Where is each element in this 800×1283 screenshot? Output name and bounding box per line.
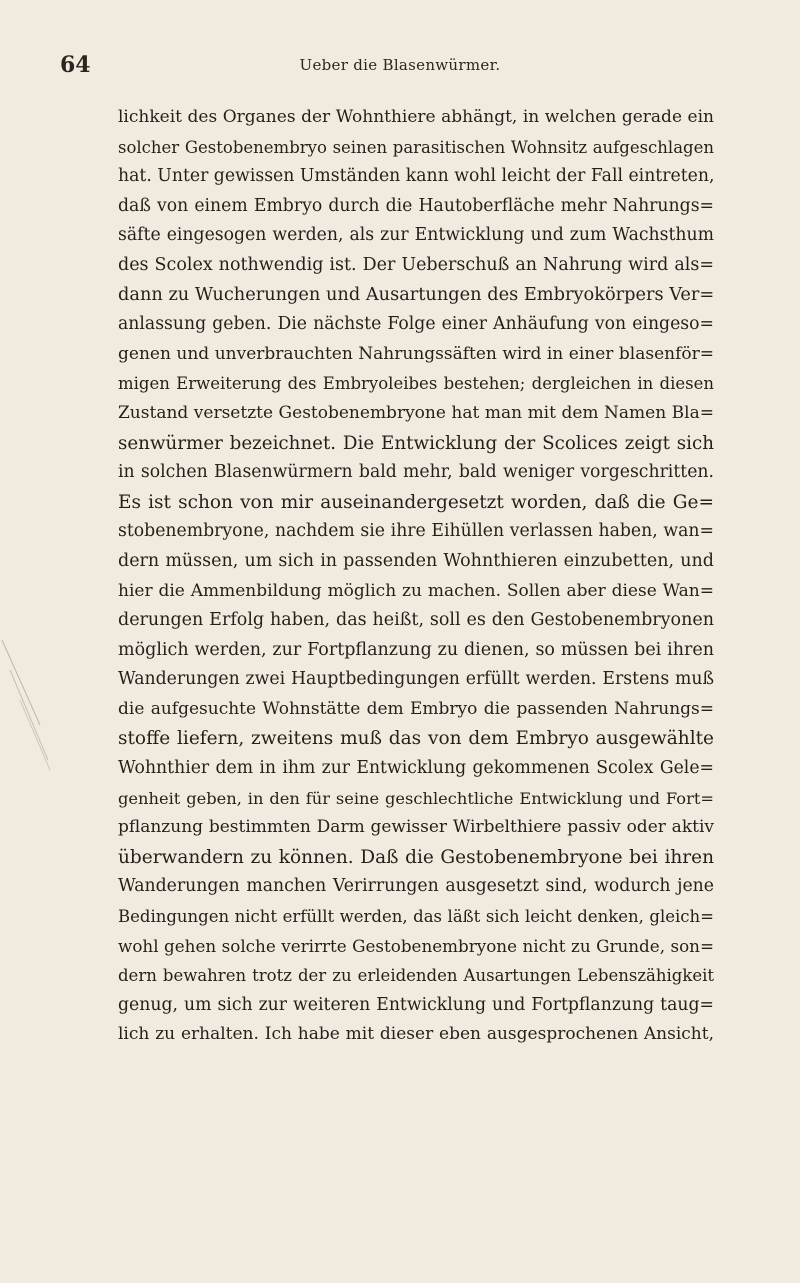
text-line: dern bewahren trotz der zu erleidenden Ausartungen Lebenszähigkeit xyxy=(118,966,714,986)
text-line: lichkeit des Organes der Wohnthiere abhängt, in welchen gerade ein xyxy=(118,107,714,127)
margin-pencil-mark xyxy=(0,640,60,790)
text-line: die aufgesuchte Wohnstätte dem Embryo die passenden Nahrungs= xyxy=(118,698,714,719)
text-line: Zustand versetzte Gestobenembryone hat man mit dem Namen Bla= xyxy=(118,402,714,423)
text-line: pflanzung bestimmten Darm gewisser Wirbelthiere passiv oder aktiv xyxy=(118,817,714,838)
text-line: in solchen Blasenwürmern bald mehr, bald weniger vorgeschritten. xyxy=(118,462,714,483)
text-line: derungen Erfolg haben, das heißt, soll es den Gestobenembryonen xyxy=(118,610,714,631)
text-line: hat. Unter gewissen Umständen kann wohl leicht der Fall eintreten, xyxy=(118,166,715,187)
text-line: senwürmer bezeichnet. Die Entwicklung der Scolices zeigt sich xyxy=(118,432,714,454)
running-head: Ueber die Blasenwürmer. xyxy=(299,56,501,74)
text-line: stobenembryone, nachdem sie ihre Eihüllen verlassen haben, wan= xyxy=(118,521,714,542)
text-line: genheit geben, in den für seine geschlechtliche Entwicklung und Fort= xyxy=(118,788,714,808)
text-line: Wanderungen zwei Hauptbedingungen erfüllt werden. Erstens muß xyxy=(118,669,714,690)
text-line: des Scolex nothwendig ist. Der Ueberschuß an Nahrung wird als= xyxy=(118,254,714,275)
text-line: überwandern zu können. Daß die Gestobenembryone bei ihren xyxy=(118,846,714,868)
text-line: genug, um sich zur weiteren Entwicklung und Fortpflanzung taug= xyxy=(118,994,714,1015)
text-line: Wanderungen manchen Verirrungen ausgesetzt sind, wodurch jene xyxy=(118,876,714,897)
text-line: Bedingungen nicht erfüllt werden, das läßt sich leicht denken, gleich= xyxy=(118,907,714,927)
text-line: wohl gehen solche verirrte Gestobenembryone nicht zu Grunde, son= xyxy=(118,935,714,956)
text-line: lich zu erhalten. Ich habe mit dieser eben ausgesprochenen Ansicht, xyxy=(118,1024,714,1045)
body-text xyxy=(118,103,714,1050)
text-line: solcher Gestobenembryo seinen parasitischen Wohnsitz aufgeschlagen xyxy=(118,137,714,157)
page-number: 64 xyxy=(60,52,91,78)
text-line: stoffe liefern, zweitens muß das von dem Embryo ausgewählte xyxy=(118,728,714,750)
text-line: möglich werden, zur Fortpflanzung zu dienen, so müssen bei ihren xyxy=(118,639,714,660)
text-line: Wohnthier dem in ihm zur Entwicklung gekommenen Scolex Gele= xyxy=(118,758,714,779)
text-line: dann zu Wucherungen und Ausartungen des Embryokörpers Ver= xyxy=(118,284,715,305)
text-line: hier die Ammenbildung möglich zu machen. Sollen aber diese Wan= xyxy=(118,580,714,601)
text-line: genen und unverbrauchten Nahrungssäften wird in einer blasenför= xyxy=(118,343,714,364)
text-line: säfte eingesogen werden, als zur Entwicklung und zum Wachsthum xyxy=(118,225,714,246)
margin-mark-strokes xyxy=(0,640,60,790)
text-line: Es ist schon von mir auseinandergesetzt worden, daß die Ge= xyxy=(118,491,714,513)
text-line: anlassung geben. Die nächste Folge einer Anhäufung von eingeso= xyxy=(118,314,714,335)
text-line: daß von einem Embryo durch die Hautoberfläche mehr Nahrungs= xyxy=(118,195,714,216)
text-line: dern müssen, um sich in passenden Wohnthieren einzubetten, und xyxy=(118,550,714,571)
text-line: migen Erweiterung des Embryoleibes bestehen; dergleichen in diesen xyxy=(118,374,714,394)
page-header xyxy=(60,52,740,82)
